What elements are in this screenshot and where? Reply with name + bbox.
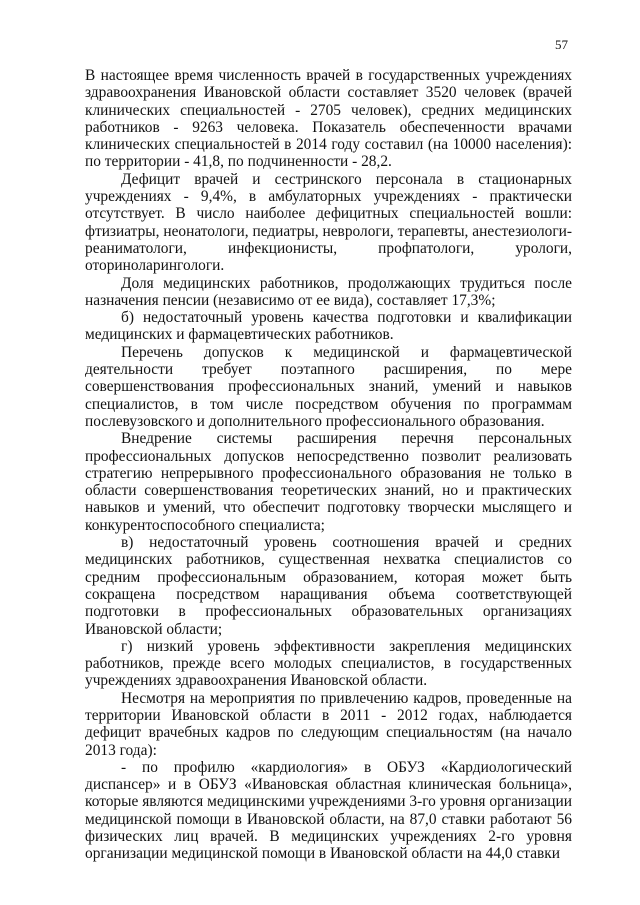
paragraph-pensioner-share: Доля медицинских работников, продолжающих трудиться после назначения пенсии (независимо от ее вида), составляет 17,3%; bbox=[85, 274, 572, 309]
paragraph-item-b: б) недостаточный уровень качества подготовки и квалификации медицинских и фармацевтических работников. bbox=[85, 309, 572, 344]
paragraph-item-g: г) низкий уровень эффективности закрепления медицинских работников, прежде всего молодых специалистов, в государственных учреждениях здравоохранения Ивановской области. bbox=[85, 637, 572, 690]
body-text bbox=[85, 67, 572, 863]
paragraph-recruitment-measures: Несмотря на мероприятия по привлечению кадров, проведенные на территории Ивановской области в 2011 - 2012 годах, наблюдается дефицит врачебных кадров по следующим специальностям (на начало 2013 года): bbox=[85, 689, 572, 759]
paragraph-staff-deficit: Дефицит врачей и сестринского персонала в стационарных учреждениях - 9,4%, в амбулаторных учреждениях - практически отсутствует. В число наиболее дефицитных специальностей вошли: фтизиатры, неонатологи, педиатры, неврологи, терапевты, анестезиологи-реаниматологи, инфекционисты, профпатологи, урологи, оториноларингологи. bbox=[85, 170, 572, 275]
paragraph-cardiology-profile: - по профилю «кардиология» в ОБУЗ «Кардиологический диспансер» и в ОБУЗ «Ивановская областная клиническая больница», которые являются медицинскими учреждениями 3-го уровня организации медицинской помощи в Ивановской области, на 87,0 ставки работают 56 физических лиц врачей. В медицинских учреждениях 2-го уровня организации медицинской помощи в Ивановской области на 44,0 ставки bbox=[85, 758, 572, 863]
page-number: 57 bbox=[555, 37, 568, 52]
paragraph-doctor-staffing: В настоящее время численность врачей в государственных учреждениях здравоохранения Ивановской области составляет 3520 человек (врачей клинических специальностей - 2705 человек), средних медицинских работников - 9263 человека. Показатель обеспеченности врачами клинических специальностей в 2014 году составил (на 10000 населения): по территории - 41,8, по подчиненности - 28,2. bbox=[85, 67, 572, 171]
paragraph-item-v: в) недостаточный уровень соотношения врачей и средних медицинских работников, существенная нехватка специалистов со средним профессиональным образованием, которая может быть сокращена посредством наращивания объема соответствующей подготовки в профессиональных образовательных организациях Ивановской области; bbox=[85, 534, 572, 638]
paragraph-admissions-list: Перечень допусков к медицинской и фармацевтической деятельности требует поэтапного расширения, по мере совершенствования профессиональных знаний, умений и навыков специалистов, в том числе посредством обучения по программам послевузовского и дополнительного профессионального образования. bbox=[85, 343, 572, 430]
paragraph-admissions-system: Внедрение системы расширения перечня персональных профессиональных допусков непосредственно позволит реализовать стратегию непрерывного профессионального образования не только в области совершенствования теоретических знаний, но и практических навыков и умений, что обеспечит подготовку творчески мыслящего и конкурентоспособного специалиста; bbox=[85, 430, 572, 534]
